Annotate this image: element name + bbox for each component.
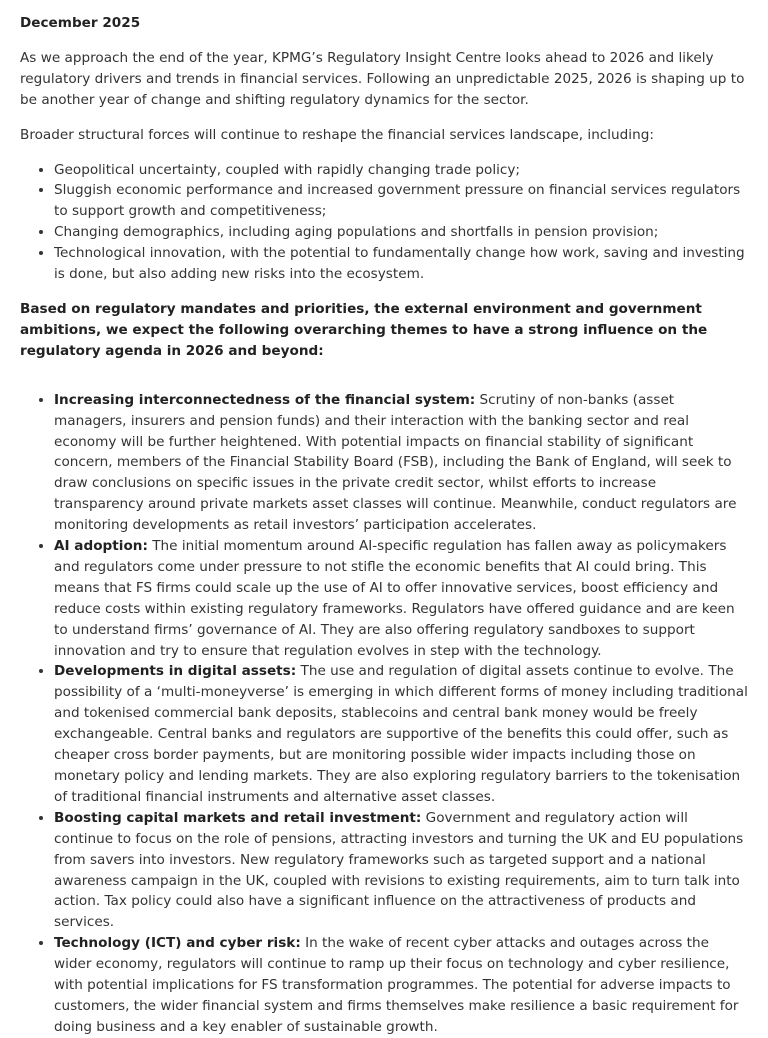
theme-text: Government and regulatory action will continue to focus on the role of pensions, attracting investors and turning the UK and EU populations from savers into investors. New regulatory frameworks such as targeted support and a national awareness campaign in the UK, coupled with revisions to existing requirements, aim to turn talk into action. Tax policy could also have a significant influence on the attractiveness of products and services. <box>54 809 744 931</box>
theme-text: The initial momentum around AI-specific regulation has fallen away as policymakers and regulators come under pressure to not stifle the economic benefits that AI could bring. This means that FS firms could scale up the use of AI to offer innovative services, boost efficiency and reduce costs within existing regulatory frameworks. Regulators have offered guidance and are keen to understand firms’ governance of AI. They are also offering regulatory sandboxes to support innovation and try to ensure that regulation evolves in step with the technology. <box>54 538 735 659</box>
themes-list <box>20 390 748 1038</box>
themes-intro: Based on regulatory mandates and priorities, the external environment and government ambitions, we expect the following overarching themes to have a strong influence on the regulatory agenda in 2026 and beyond: <box>20 300 708 359</box>
theme-item <box>54 390 748 536</box>
forces-list <box>20 160 748 285</box>
theme-item <box>54 808 748 933</box>
intro-paragraph: As we approach the end of the year, KPMG’s Regulatory Insight Centre looks ahead to 2026 and likely regulatory drivers and trends in financial services. Following an unpredictable 2025, 2026 is shaping up to be another year of change and shifting regulatory dynamics for the sector. <box>20 49 745 108</box>
list-item: • Geopolitical uncertainty, coupled with rapidly changing trade policy; <box>54 160 748 181</box>
forces-intro: Broader structural forces will continue to reshape the financial services landscape, including: <box>20 126 654 143</box>
theme-text: The use and regulation of digital assets continue to evolve. The possibility of a ‘multi-moneyverse’ is emerging in which different forms of money including traditional and tokenised commercial bank deposits, stablecoins and central bank money would be freely exchangeable. Central banks and regulators are supportive of the benefits this could offer, such as cheaper cross border payments, but are monitoring possible wider impacts including those on monetary policy and lending markets. They are also exploring regulatory barriers to the tokenisation of traditional financial instruments and alternative asset classes. <box>54 663 748 805</box>
list-item: • Technological innovation, with the potential to fundamentally change how work, saving and investing is done, but also adding new risks into the ecosystem. <box>54 243 748 285</box>
theme-title: Increasing interconnectedness of the financial system: <box>54 391 476 408</box>
theme-title: Technology (ICT) and cyber risk: <box>54 935 301 952</box>
theme-text: In the wake of recent cyber attacks and outages across the wider economy, regulators will continue to ramp up their focus on technology and cyber resilience, with potential implications for FS transformation programmes. The potential for adverse impacts to customers, the wider financial system and firms themselves make resilience a basic requirement for doing business and a key enabler of sustainable growth. <box>54 935 739 1035</box>
theme-item <box>54 661 748 807</box>
theme-item <box>54 536 748 661</box>
article-date: December 2025 <box>20 15 141 31</box>
list-item: • Sluggish economic performance and increased government pressure on financial services regulators to support growth and competitiveness; <box>54 180 748 222</box>
theme-title: Developments in digital assets: <box>54 663 297 680</box>
theme-title: Boosting capital markets and retail investment: <box>54 809 422 826</box>
theme-title: AI adoption: <box>54 538 148 555</box>
theme-item <box>54 933 748 1038</box>
theme-text: Scrutiny of non-banks (asset managers, insurers and pension funds) and their interaction with the banking sector and real economy will be further heightened. With potential impacts on financial stability of significant concern, members of the Financial Stability Board (FSB), including the Bank of England, will seek to draw conclusions on specific issues in the private credit sector, whilst efforts to increase transparency around private markets asset classes will continue. Meanwhile, conduct regulators are monitoring developments as retail investors’ participation accelerates. <box>54 391 737 534</box>
list-item: • Changing demographics, including aging populations and shortfalls in pension provision; <box>54 222 748 243</box>
